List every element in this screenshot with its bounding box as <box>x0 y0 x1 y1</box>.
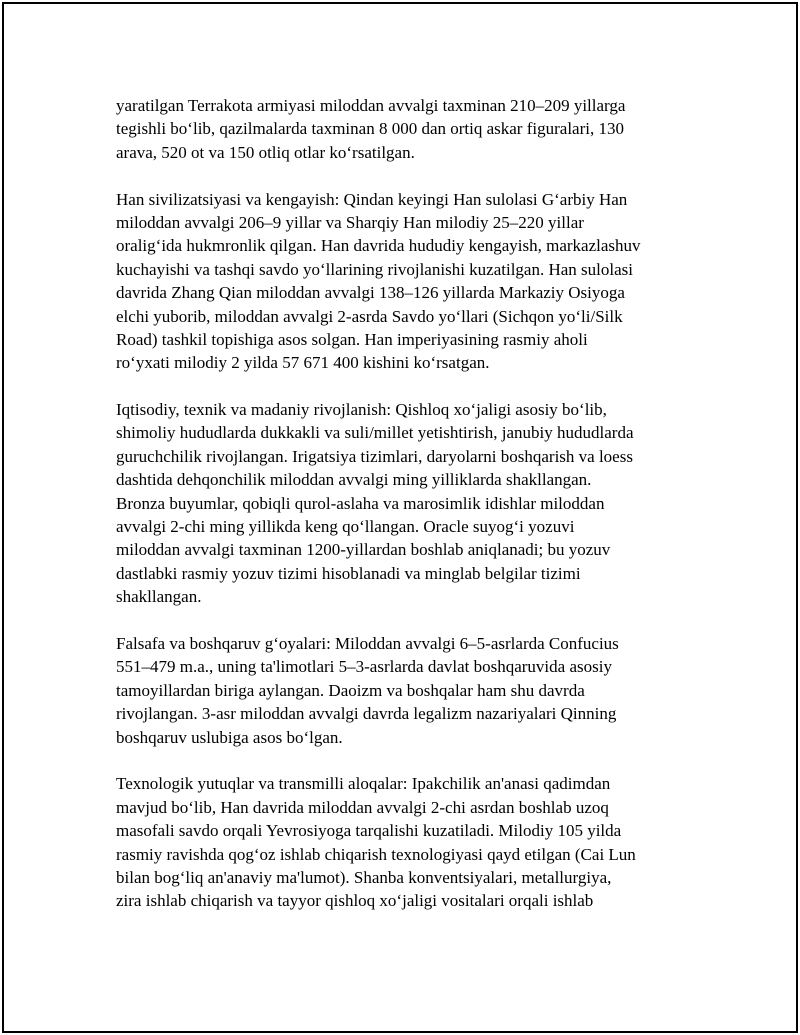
text-line: Iqtisodiy, texnik va madaniy rivojlanish: Qishloq xo‘jaligi asosiy bo‘lib, <box>116 400 607 420</box>
paragraph-gap <box>116 609 696 632</box>
paragraph-gap <box>116 375 696 398</box>
text-line: dashtida dehqonchilik miloddan avvalgi ming yilliklarda shakllangan. <box>116 470 592 490</box>
document-body <box>116 94 696 913</box>
paragraph-gap <box>116 164 696 187</box>
text-line: Texnologik yutuqlar va transmilli aloqalar: Ipakchilik an'anasi qadimdan <box>116 774 611 794</box>
paragraph-philosophy <box>116 632 696 749</box>
text-line: rasmiy ravishda qog‘oz ishlab chiqarish texnologiyasi qayd etilgan (Cai Lun <box>116 844 636 864</box>
text-line: elchi yuborib, miloddan avvalgi 2-asrda Savdo yo‘llari (Sichqon yo‘li/Silk <box>116 306 623 326</box>
text-line: oralig‘ida hukmronlik qilgan. Han davrida hududiy kengayish, markazlashuv <box>116 236 641 256</box>
text-line: davrida Zhang Qian miloddan avvalgi 138–126 yillarda Markaziy Osiyoga <box>116 283 625 303</box>
text-line: ro‘yxati milodiy 2 yilda 57 671 400 kishini ko‘rsatgan. <box>116 353 490 373</box>
paragraph-terracotta-army <box>116 94 696 164</box>
text-line: miloddan avvalgi taxminan 1200-yillardan boshlab aniqlanadi; bu yozuv <box>116 540 611 560</box>
text-line: rivojlangan. 3-asr miloddan avvalgi davrda legalizm nazariyalari Qinning <box>116 704 617 724</box>
text-line: masofali savdo orqali Yevrosiyoga tarqalishi kuzatiladi. Milodiy 105 yilda <box>116 821 622 841</box>
text-line: zira ishlab chiqarish va tayyor qishloq xo‘jaligi vositalari orqali ishlab <box>116 891 594 911</box>
text-line: miloddan avvalgi 206–9 yillar va Sharqiy Han milodiy 25–220 yillar <box>116 212 584 232</box>
text-line: Road) tashkil topishiga asos solgan. Han imperiyasining rasmiy aholi <box>116 329 588 349</box>
text-line: tamoyillardan biriga aylangan. Daoizm va boshqalar ham shu davrda <box>116 680 585 700</box>
text-line: boshqaruv uslubiga asos bo‘lgan. <box>116 727 343 747</box>
text-line: avvalgi 2-chi ming yillikda keng qo‘llangan. Oracle suyog‘i yozuvi <box>116 517 575 537</box>
text-line: shimoliy hududlarda dukkakli va suli/millet yetishtirish, janubiy hududlarda <box>116 423 634 443</box>
text-line: kuchayishi va tashqi savdo yo‘llarining rivojlanishi kuzatilgan. Han sulolasi <box>116 259 633 279</box>
text-line: yaratilgan Terrakota armiyasi miloddan avvalgi taxminan 210–209 yillarga <box>116 96 626 115</box>
paragraph-economic-development <box>116 398 696 609</box>
paragraph-gap <box>116 749 696 772</box>
text-line: mavjud bo‘lib, Han davrida miloddan avvalgi 2-chi asrdan boshlab uzoq <box>116 797 609 817</box>
text-line: bilan bog‘liq an'anaviy ma'lumot). Shanba konventsiyalari, metallurgiya, <box>116 867 612 887</box>
text-line: guruchchilik rivojlangan. Irigatsiya tizimlari, daryolarni boshqarish va loess <box>116 446 633 466</box>
text-line: tegishli bo‘lib, qazilmalarda taxminan 8 000 dan ortiq askar figuralari, 130 <box>116 119 624 139</box>
text-line: Bronza buyumlar, qobiqli qurol-aslaha va marosimlik idishlar miloddan <box>116 493 605 513</box>
text-line: 551–479 m.a., uning ta'limotlari 5–3-asrlarda davlat boshqaruvida asosiy <box>116 657 612 677</box>
text-line: shakllangan. <box>116 587 202 607</box>
text-line: dastlabki rasmiy yozuv tizimi hisoblanadi va minglab belgilar tizimi <box>116 563 581 583</box>
paragraph-technology <box>116 772 696 912</box>
text-line: Han sivilizatsiyasi va kengayish: Qindan keyingi Han sulolasi G‘arbiy Han <box>116 189 628 209</box>
text-line: Falsafa va boshqaruv g‘oyalari: Miloddan avvalgi 6–5-asrlarda Confucius <box>116 633 619 653</box>
text-line: arava, 520 ot va 150 otliq otlar ko‘rsatilgan. <box>116 142 415 162</box>
paragraph-han-civilization <box>116 188 696 375</box>
